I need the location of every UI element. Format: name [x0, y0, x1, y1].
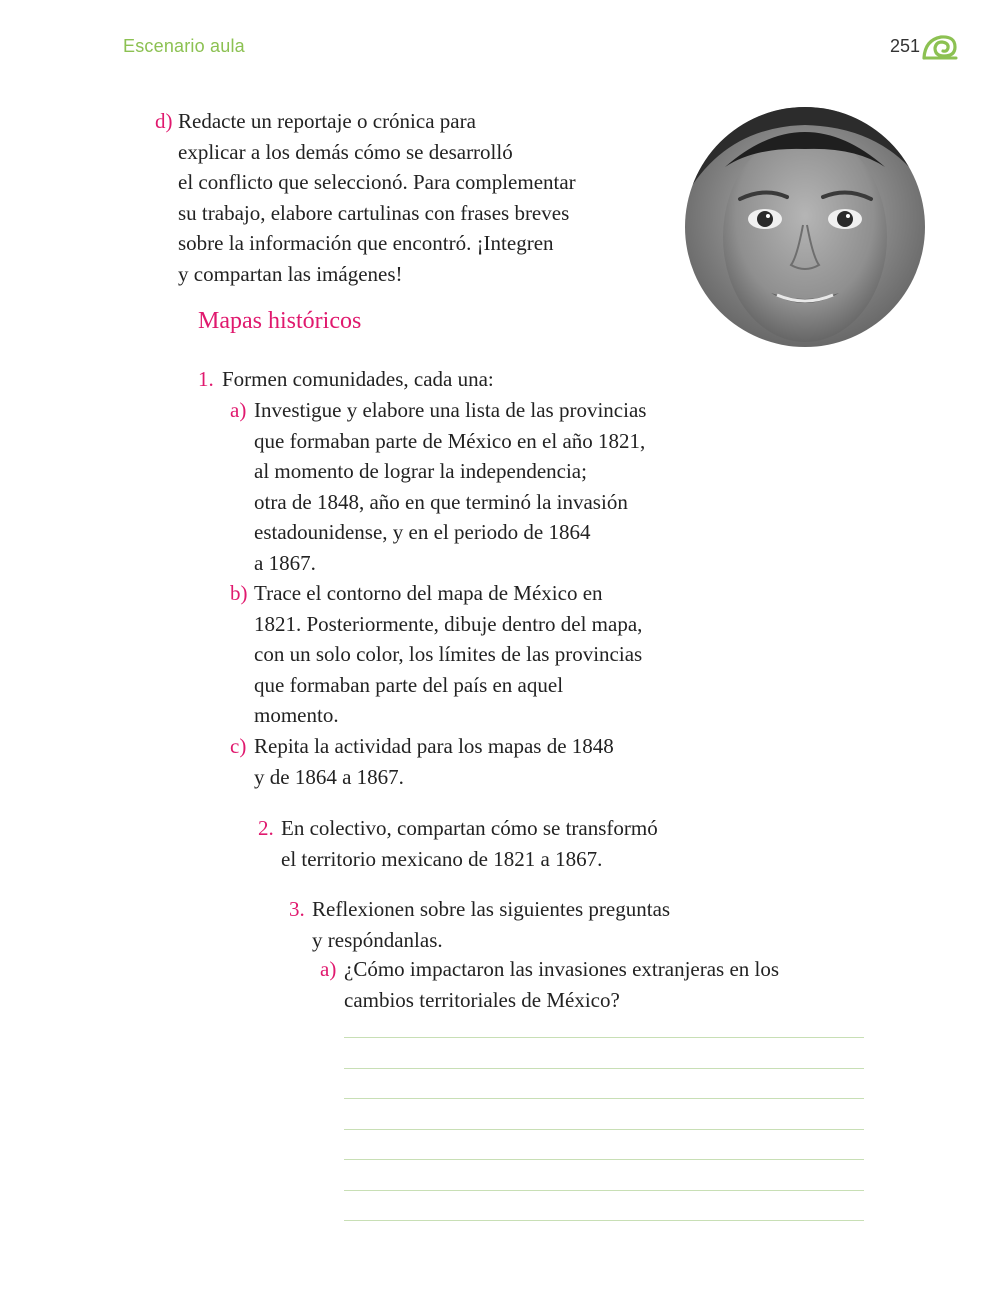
- item-3-a: [320, 954, 779, 1015]
- item-3-marker: 3.: [289, 897, 305, 921]
- text-line: el conflicto que seleccionó. Para complementar: [178, 170, 576, 195]
- answer-line[interactable]: [344, 1220, 864, 1221]
- item-1-c: [230, 731, 614, 792]
- running-header: Escenario aula: [123, 36, 245, 56]
- answer-line[interactable]: [344, 1098, 864, 1099]
- section-title: Mapas históricos: [198, 308, 362, 334]
- item-d: [155, 106, 576, 290]
- text-line: Trace el contorno del mapa de México en: [254, 581, 603, 605]
- item-2-marker: 2.: [258, 816, 274, 840]
- text-line: Repita la actividad para los mapas de 1848: [254, 734, 614, 758]
- text-line: En colectivo, compartan cómo se transformó: [281, 816, 658, 840]
- text-line: 1821. Posteriormente, dibuje dentro del mapa,: [254, 611, 643, 636]
- answer-line[interactable]: [344, 1068, 864, 1069]
- text-line: otra de 1848, año en que terminó la invasión: [254, 489, 628, 514]
- text-line: el territorio mexicano de 1821 a 1867.: [281, 846, 603, 871]
- text-line: Formen comunidades, cada una:: [222, 367, 494, 391]
- text-line: cambios territoriales de México?: [344, 987, 620, 1012]
- text-line: y respóndanlas.: [312, 927, 443, 952]
- item-3-a-marker: a): [320, 957, 337, 981]
- text-line: Redacte un reportaje o crónica para: [178, 109, 476, 133]
- item-1: [198, 364, 494, 395]
- text-line: sobre la información que encontró. ¡Integren: [178, 231, 554, 256]
- text-line: y compartan las imágenes!: [178, 261, 403, 286]
- text-line: que formaban parte del país en aquel: [254, 672, 564, 697]
- answer-line[interactable]: [344, 1129, 864, 1130]
- answer-line[interactable]: [344, 1159, 864, 1160]
- item-1-c-marker: c): [230, 734, 247, 758]
- text-line: momento.: [254, 703, 339, 728]
- text-line: Investigue y elabore una lista de las provincias: [254, 398, 647, 422]
- text-line: y de 1864 a 1867.: [254, 764, 404, 789]
- text-line: con un solo color, los límites de las provincias: [254, 642, 643, 667]
- item-1-b: [230, 578, 642, 731]
- item-1-a-marker: a): [230, 398, 247, 422]
- text-line: su trabajo, elabore cartulinas con frases breves: [178, 200, 570, 225]
- portrait-photo: [685, 107, 925, 347]
- item-1-b-marker: b): [230, 581, 248, 605]
- text-line: estadounidense, y en el periodo de 1864: [254, 520, 591, 545]
- item-1-a: [230, 395, 646, 579]
- item-d-marker: d): [155, 109, 173, 133]
- spiral-icon: [922, 32, 958, 62]
- text-line: que formaban parte de México en el año 1821,: [254, 428, 646, 453]
- text-line: ¿Cómo impactaron las invasiones extranjeras en los: [344, 957, 780, 981]
- text-line: Reflexionen sobre las siguientes preguntas: [312, 897, 671, 921]
- text-line: a 1867.: [254, 550, 316, 575]
- text-line: al momento de lograr la independencia;: [254, 459, 587, 484]
- item-1-marker: 1.: [198, 367, 214, 391]
- answer-line[interactable]: [344, 1190, 864, 1191]
- page-number: 251: [890, 36, 921, 56]
- answer-line[interactable]: [344, 1037, 864, 1038]
- text-line: explicar a los demás cómo se desarrolló: [178, 139, 513, 164]
- answer-lines[interactable]: [344, 1037, 864, 1251]
- item-2: [258, 813, 658, 874]
- item-3: [289, 894, 670, 955]
